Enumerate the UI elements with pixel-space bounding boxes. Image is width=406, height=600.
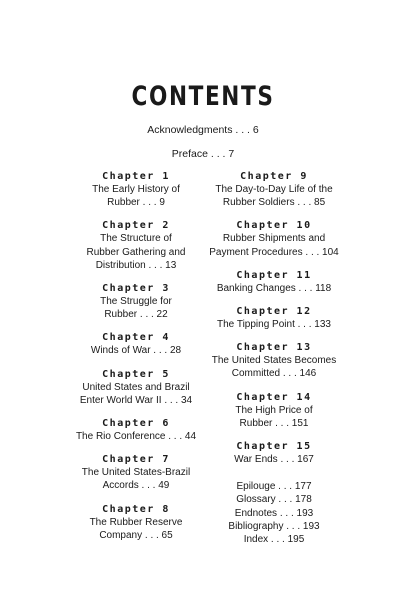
- chapter-title-line: The Early History of: [92, 184, 180, 195]
- chapter-title-line: Banking Changes . . . 118: [216, 282, 332, 294]
- chapter-heading: Chapter 6: [102, 418, 170, 430]
- toc-entry: [194, 341, 354, 380]
- chapter-title-line: The Structure of: [100, 233, 172, 245]
- chapter-title-line: Rubber . . . 151: [239, 417, 309, 429]
- toc-entry: [194, 269, 354, 295]
- chapter-heading: Chapter 1: [102, 171, 170, 182]
- toc-entry: [194, 391, 354, 430]
- chapter-title-line: Rubber . . . 22: [104, 309, 168, 321]
- chapter-heading: Chapter 8: [102, 503, 170, 515]
- toc-epilogue: Epilouge . . . 177: [236, 481, 312, 493]
- chapter-title-line: Distribution . . . 13: [95, 259, 177, 271]
- chapter-title-line: Rubber Shipments and: [222, 233, 326, 245]
- toc-entry: [56, 219, 216, 272]
- toc-entry: [194, 305, 354, 331]
- chapter-title-line: Rubber Gathering and: [86, 246, 186, 258]
- chapter-title-line: Company . . . 65: [99, 529, 173, 541]
- toc-entry: [56, 170, 216, 209]
- chapter-heading: Chapter 5: [102, 368, 170, 380]
- chapter-title-line: Payment Procedures . . . 104: [209, 246, 339, 258]
- chapter-title-line: The United States Becomes: [211, 355, 337, 367]
- chapter-title-line: The High Price of: [235, 404, 313, 416]
- toc-entry: [194, 170, 354, 209]
- chapter-heading: Chapter 4: [102, 332, 170, 344]
- toc-entry: [56, 331, 216, 357]
- toc-back-matter: [194, 480, 354, 546]
- chapter-heading: Chapter 3: [102, 283, 170, 295]
- chapter-title-line: United States and Brazil: [82, 381, 190, 393]
- chapter-title-line: Accords . . . 49: [102, 480, 170, 492]
- chapter-title-line: Winds of War . . . 28: [90, 345, 182, 357]
- chapter-heading: Chapter 13: [236, 342, 312, 354]
- chapter-heading: Chapter 11: [236, 269, 312, 281]
- chapter-title-line: Enter World War II . . . 34: [79, 394, 193, 406]
- chapter-heading: Chapter 2: [102, 220, 170, 232]
- toc-entry: [56, 417, 216, 443]
- chapter-title-line: Rubber Soldiers . . . 85: [222, 197, 326, 209]
- page-title: CONTENTS: [131, 81, 275, 112]
- toc-entry: [56, 453, 216, 492]
- toc-entry: [194, 440, 354, 466]
- chapter-title-line: Rubber . . . 9: [107, 197, 165, 209]
- toc-entry: [194, 219, 354, 258]
- chapter-heading: Chapter 15: [236, 441, 312, 453]
- chapter-heading: Chapter 10: [236, 220, 312, 232]
- chapter-heading: Chapter 9: [240, 171, 308, 182]
- chapter-heading: Chapter 14: [236, 391, 312, 403]
- chapter-title-line: The Day-to-Day Life of the: [215, 184, 333, 195]
- chapter-heading: Chapter 12: [236, 306, 312, 318]
- toc-left-column: [56, 170, 216, 552]
- toc-preface: Preface . . . 7: [171, 148, 235, 160]
- toc-entry: [56, 368, 216, 407]
- toc-right-column: [194, 170, 354, 546]
- chapter-title-line: The Rio Conference . . . 44: [75, 431, 197, 443]
- chapter-title-line: The Struggle for: [100, 296, 172, 308]
- toc-entry: [56, 282, 216, 321]
- toc-bibliography: Bibliography . . . 193: [228, 520, 320, 532]
- toc-endnotes: Endnotes . . . 193: [234, 507, 314, 519]
- chapter-title-line: The United States-Brazil: [81, 467, 191, 479]
- chapter-title-line: Committed . . . 146: [231, 368, 317, 380]
- chapter-heading: Chapter 7: [102, 454, 170, 466]
- chapter-title-line: War Ends . . . 167: [234, 454, 314, 466]
- toc-glossary: Glossary . . . 178: [236, 494, 312, 506]
- toc-entry: [56, 503, 216, 542]
- toc-acknowledgments: Acknowledgments . . . 6: [147, 124, 259, 136]
- chapter-title-line: The Tipping Point . . . 133: [217, 319, 331, 331]
- toc-index: Index . . . 195: [243, 534, 305, 546]
- chapter-title-line: The Rubber Reserve: [89, 516, 183, 528]
